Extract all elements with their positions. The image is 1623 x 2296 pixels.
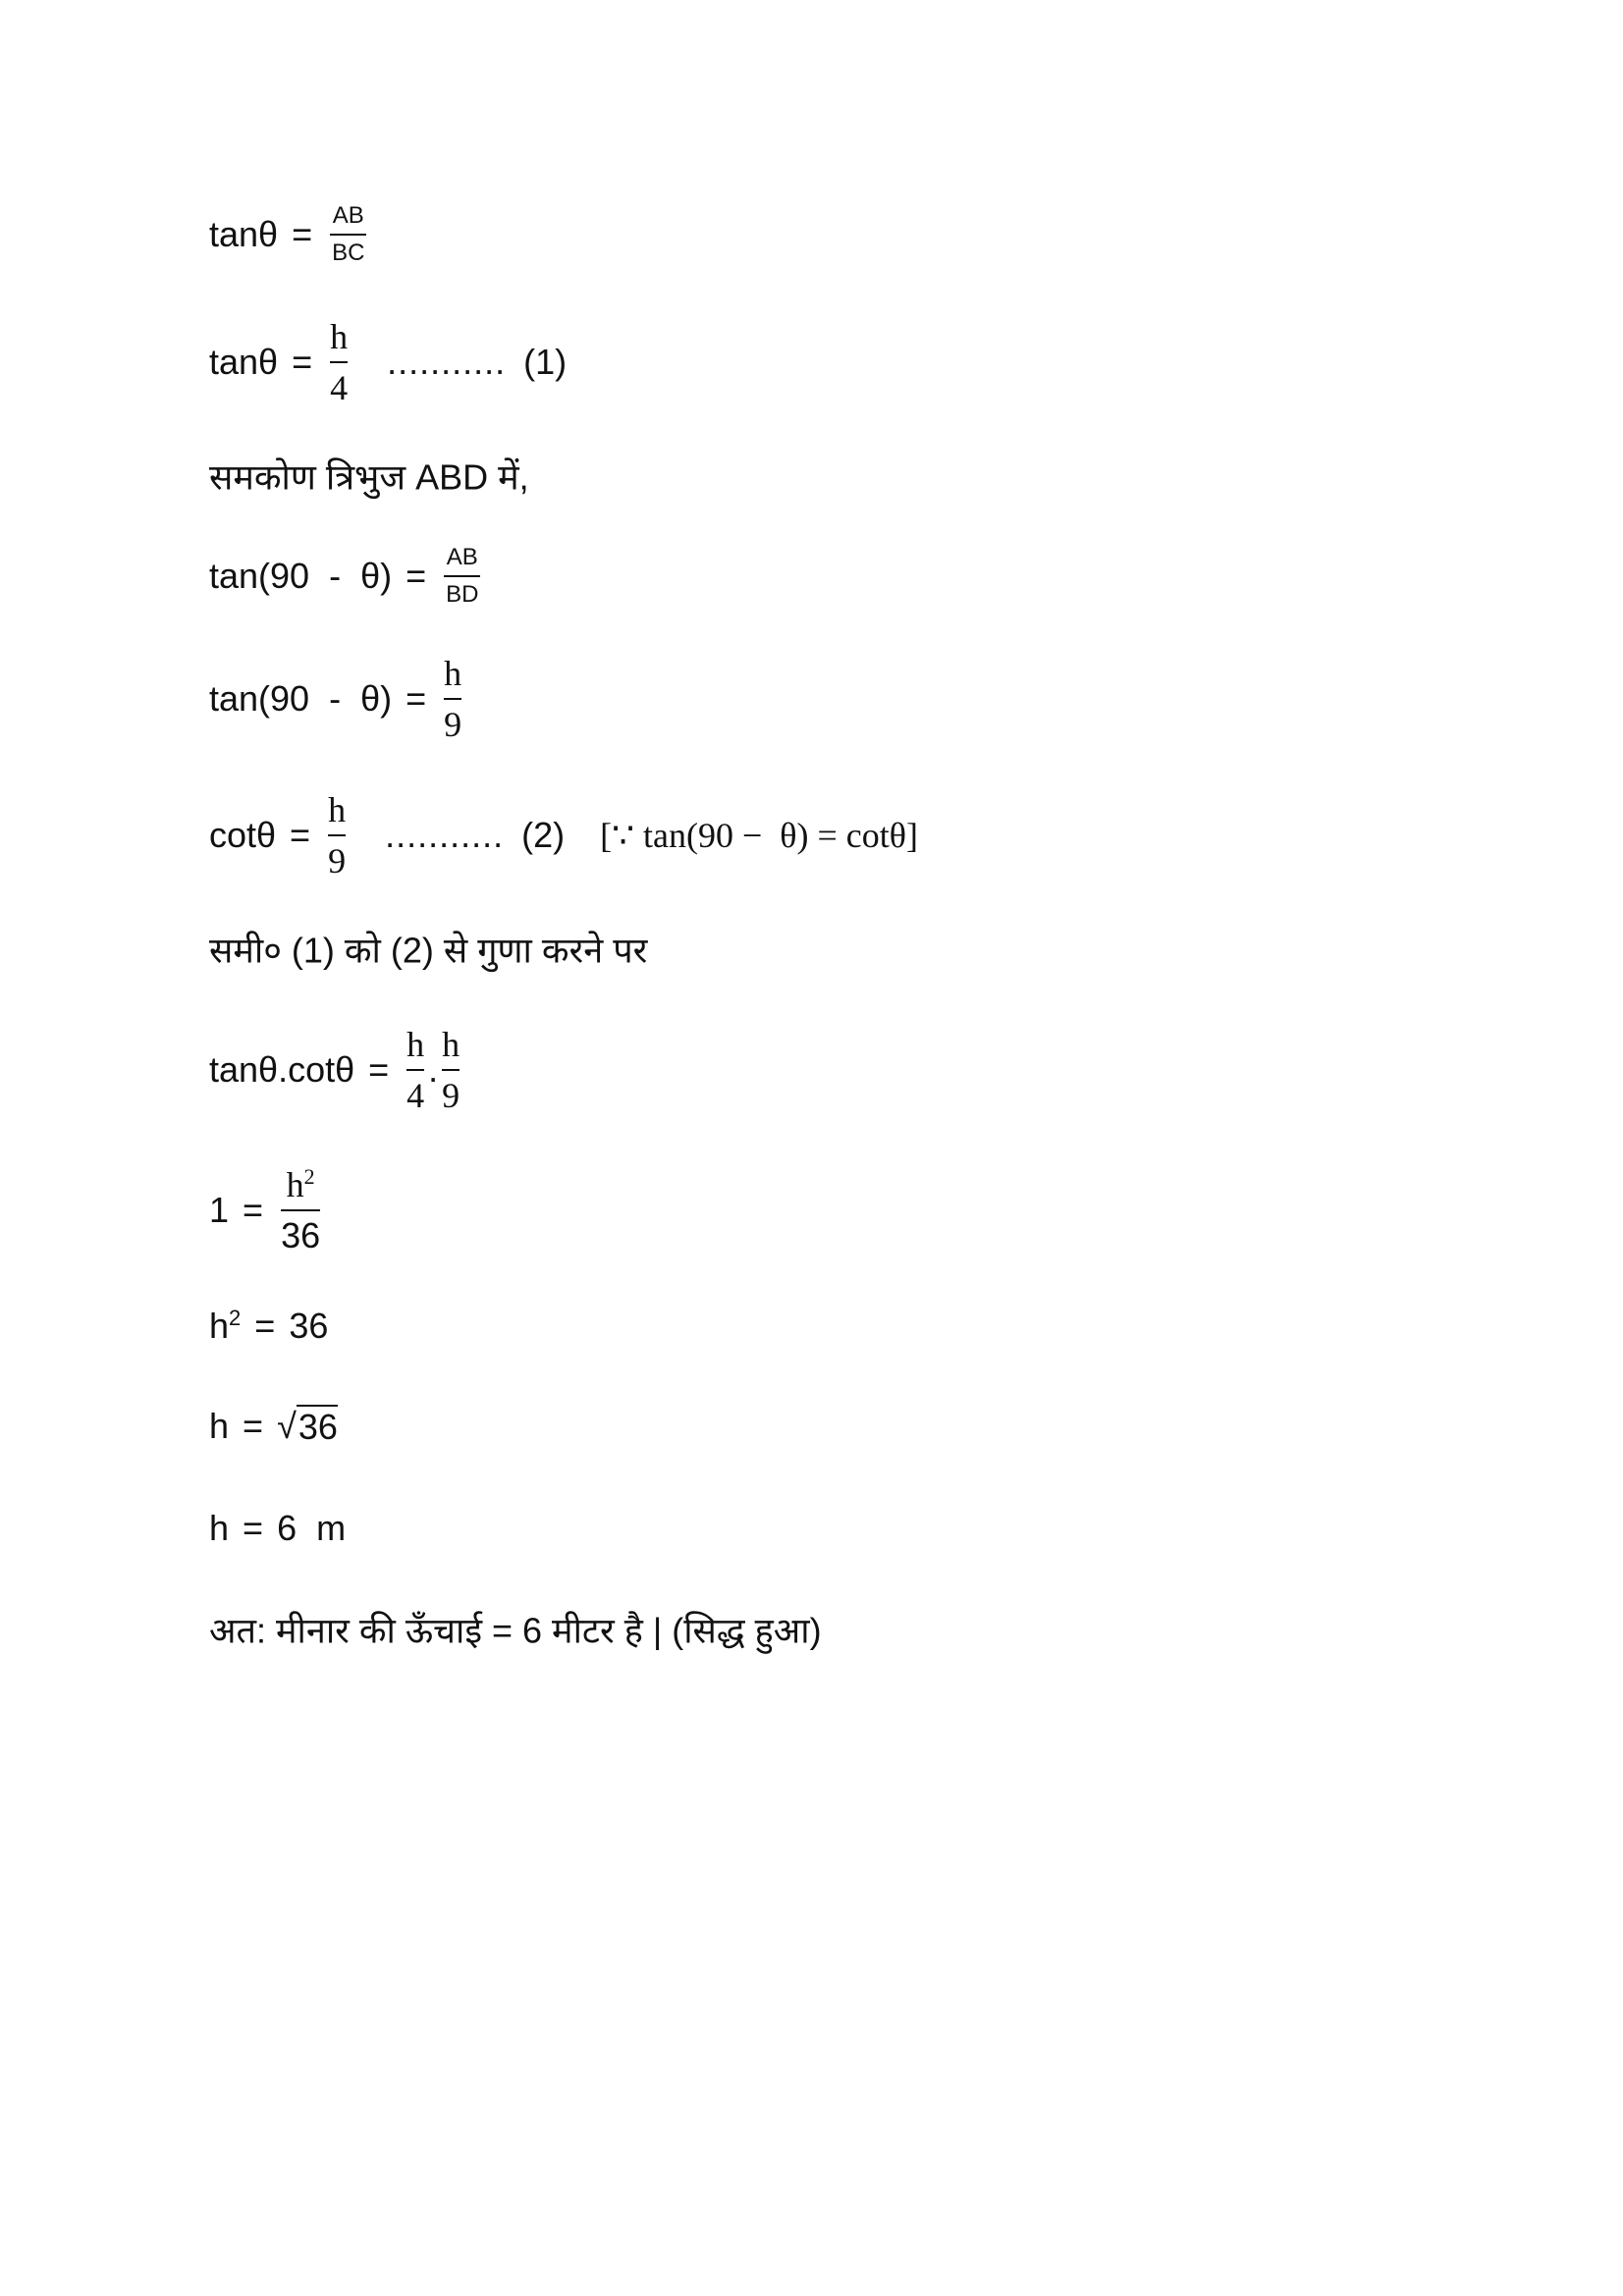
variable: h (209, 1306, 230, 1346)
hindi-text-triangle: समकोण त्रिभुज ABD में, (209, 456, 529, 498)
fraction (330, 316, 348, 408)
equation-result (209, 1508, 346, 1549)
dot: . (428, 1049, 439, 1090)
hindi-text-multiply: समी० (1) को (2) से गुणा करने पर (209, 930, 648, 971)
lhs: tan(90 - θ) (209, 556, 393, 596)
lhs: h (209, 1508, 230, 1548)
equals: = (243, 1406, 264, 1446)
equals: = (254, 1306, 276, 1346)
rhs: 36 (289, 1306, 329, 1346)
hindi-conclusion: अत: मीनार की ऊँचाई = 6 मीटर है | (सिद्ध हुआ) (209, 1610, 822, 1651)
denominator: 4 (330, 368, 349, 407)
denominator: 9 (442, 1076, 460, 1115)
fraction-1 (406, 1024, 424, 1116)
equals: = (292, 214, 313, 254)
fraction (444, 653, 461, 745)
denominator: 4 (406, 1076, 425, 1115)
fraction (444, 544, 480, 609)
dots: ........... (385, 815, 505, 855)
lhs: tanθ (209, 342, 279, 382)
rhs: 6 m (277, 1508, 347, 1548)
exponent: 2 (229, 1306, 242, 1330)
equals: = (406, 556, 427, 596)
equation-tan90-ab-bd (209, 544, 484, 609)
numerator: AB (332, 202, 364, 229)
equation-h2-36 (209, 1164, 324, 1256)
equals: = (292, 342, 313, 382)
lhs: tan(90 - θ) (209, 678, 393, 719)
equals: = (243, 1508, 264, 1548)
equation-label: (2) (521, 815, 566, 855)
numerator: h (328, 790, 347, 829)
lhs: cotθ (209, 815, 277, 855)
equals: = (368, 1049, 390, 1090)
fraction (328, 789, 346, 881)
numerator: h (442, 1025, 460, 1064)
denominator: BC (332, 240, 365, 266)
lhs: 1 (209, 1190, 230, 1230)
equals: = (406, 678, 427, 719)
equation-tan-ab-bc (209, 202, 370, 267)
equation-tan90-h-9 (209, 653, 465, 745)
denominator: 9 (444, 705, 462, 744)
radicand: 36 (298, 1407, 338, 1447)
equation-product (209, 1024, 463, 1116)
denominator: BD (446, 581, 479, 608)
numerator: h (406, 1025, 425, 1064)
equals: = (243, 1190, 264, 1230)
denominator: 9 (328, 841, 347, 881)
fraction (281, 1164, 320, 1256)
lhs: tanθ.cotθ (209, 1049, 355, 1090)
numerator: h (330, 317, 349, 356)
fraction (330, 202, 366, 267)
denominator: 36 (281, 1215, 321, 1255)
dots: ........... (387, 342, 507, 382)
equation-h-squared (209, 1306, 328, 1347)
numerator: h (444, 654, 462, 693)
numerator: h (286, 1165, 304, 1204)
lhs (209, 1306, 241, 1347)
sqrt-symbol: √ (277, 1406, 297, 1446)
lhs: tanθ (209, 214, 279, 254)
identity-note: [∵ tan(90 − θ) = cotθ] (600, 816, 919, 855)
equation-2 (209, 789, 918, 881)
equation-label: (1) (523, 342, 568, 382)
equation-sqrt (209, 1405, 338, 1448)
numerator: AB (446, 544, 478, 570)
fraction-2 (442, 1024, 460, 1116)
exponent: 2 (303, 1164, 315, 1189)
equals: = (290, 815, 311, 855)
equation-1 (209, 316, 567, 408)
lhs: h (209, 1406, 230, 1446)
